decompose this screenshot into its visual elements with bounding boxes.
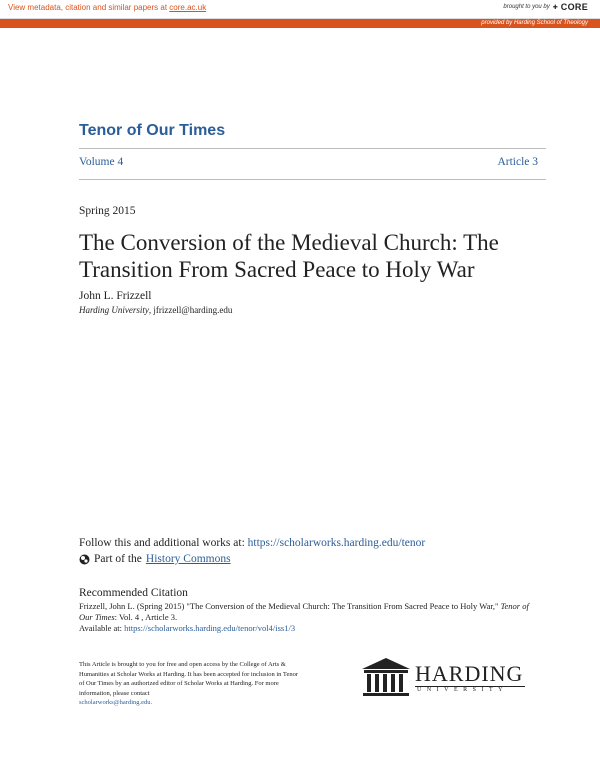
recommended-heading: Recommended Citation: [79, 587, 188, 599]
publication-date: Spring 2015: [79, 205, 136, 217]
top-bar: [0, 0, 600, 19]
citation-volume: : Vol. 4 , Article 3.: [114, 612, 178, 622]
citation-block: [79, 601, 529, 634]
journal-title[interactable]: Tenor of Our Times: [79, 122, 226, 139]
author-email: , jfrizzell@harding.edu: [148, 305, 233, 315]
follow-line: [79, 537, 425, 549]
available-text: Available at:: [79, 623, 125, 633]
author-name: John L. Frizzell: [79, 290, 152, 302]
available-url[interactable]: https://scholarworks.harding.edu/tenor/vol4/iss1/3: [124, 623, 296, 633]
part-of-text: Part of the: [94, 553, 142, 565]
provider-bar: [0, 19, 600, 28]
follow-url[interactable]: https://scholarworks.harding.edu/tenor: [247, 537, 426, 549]
part-of-line: [79, 553, 231, 565]
author-affiliation: [79, 305, 232, 315]
article-link[interactable]: Article 3: [497, 156, 538, 168]
network-icon: [79, 554, 90, 565]
core-logo[interactable]: CORE: [560, 2, 588, 12]
contact-email[interactable]: scholarworks@harding.edu.: [79, 699, 153, 706]
article-title: The Conversion of the Medieval Church: The Transition From Sacred Peace to Holy War: [79, 230, 499, 282]
provided-by: provided by Harding School of Theology: [481, 20, 588, 26]
access-note-text: This Article is brought to you for free and open access by the College of Arts & Humanities at Scholar Works at Harding. It has been accepted for inclusion in Tenor of Our Times by an authorized editor of Scholar Works at Harding. For more information, please contact: [79, 661, 298, 697]
divider-top: [79, 148, 546, 149]
harding-logo: [360, 655, 530, 700]
institution: Harding University: [79, 305, 149, 315]
volume-link[interactable]: Volume 4: [79, 156, 124, 168]
brought-text: brought to you by: [503, 4, 550, 10]
metadata-notice: [8, 3, 206, 12]
metadata-text: View metadata, citation and similar papers at: [8, 3, 170, 12]
volume-row: [79, 156, 538, 168]
divider-bottom: [79, 179, 546, 180]
history-commons-link[interactable]: History Commons: [145, 553, 231, 565]
citation-journal: Tenor of Our Times: [79, 601, 529, 622]
brought-to-you: [503, 2, 588, 12]
harding-wordmark: HARDING: [415, 661, 524, 686]
citation-main: Frizzell, John L. (Spring 2015) "The Conversion of the Medieval Church: The Transition From Sacred Peace to Holy War,": [79, 601, 501, 611]
access-note: [79, 660, 304, 708]
building-icon: [360, 655, 412, 699]
follow-text: Follow this and additional works at:: [79, 537, 248, 549]
core-link[interactable]: core.ac.uk: [169, 3, 207, 12]
core-logo-icon: ✚: [552, 4, 558, 11]
university-wordmark: UNIVERSITY: [417, 687, 508, 693]
